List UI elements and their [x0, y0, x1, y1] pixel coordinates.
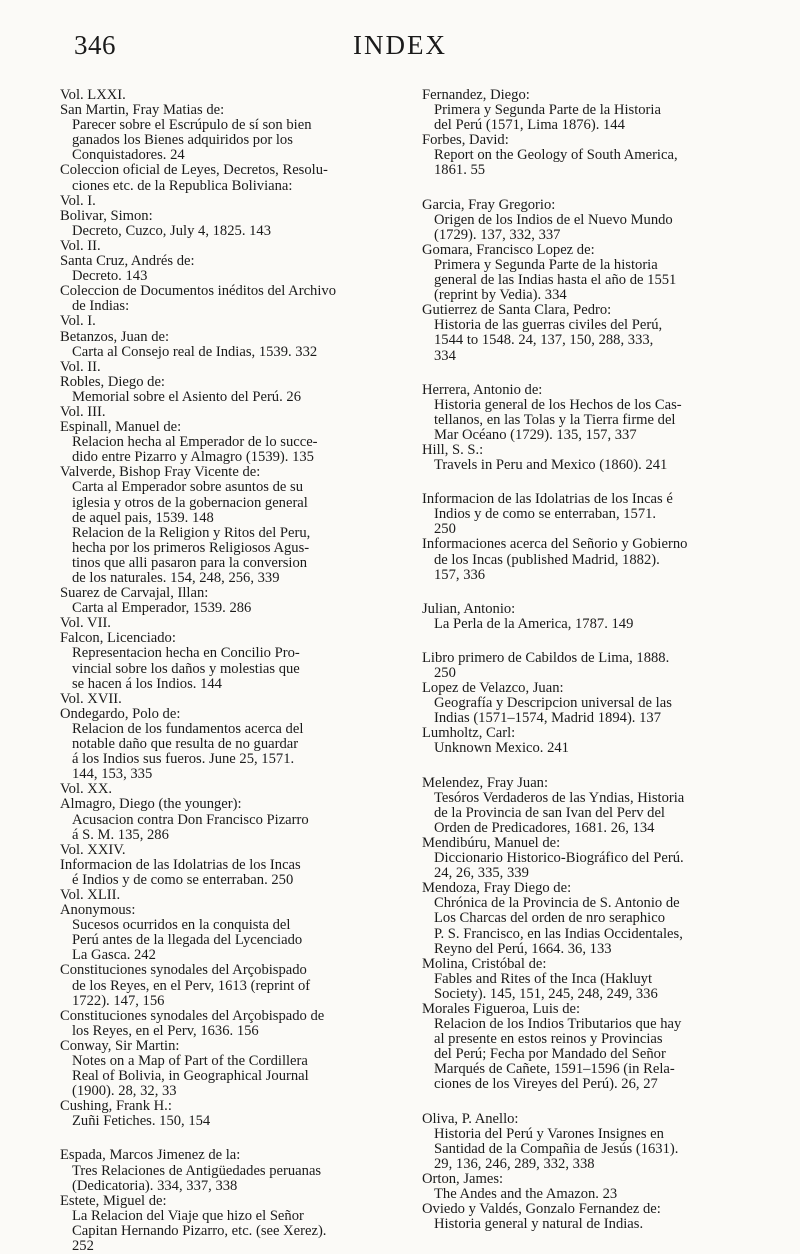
- index-subentry-line: Indias (1571–1574, Madrid 1894). 137: [434, 710, 661, 727]
- index-subentry-line: de los Incas (published Madrid, 1882).: [434, 551, 660, 568]
- index-subentry-line: dido entre Pizarro y Almagro (1539). 135: [72, 449, 314, 466]
- index-entry-line: Santa Cruz, Andrés de:: [60, 253, 195, 270]
- index-subentry-line: Geografía y Descripcion universal de las: [434, 695, 672, 712]
- index-subentry-line: Orden de Predicadores, 1681. 26, 134: [434, 819, 655, 836]
- index-entry-line: Oliva, P. Anello:: [422, 1110, 519, 1127]
- index-subentry-line: 252: [72, 1238, 94, 1254]
- index-subentry-line: del Perú (1571, Lima 1876). 144: [434, 117, 625, 134]
- index-subentry-line: Decreto, Cuzco, July 4, 1825. 143: [72, 222, 272, 239]
- index-gap: [422, 1093, 776, 1112]
- index-entry-line: Vol. II.: [60, 237, 101, 254]
- index-subentry-line: Carta al Emperador, 1539. 286: [72, 600, 252, 617]
- index-entry-line: Vol. III.: [60, 403, 106, 420]
- index-subentry-line: tinos que alli pasaron para la conversion: [72, 554, 308, 571]
- index-entry-line: Informaciones acerca del Señorio y Gobierno: [422, 536, 688, 553]
- index-subentry-line: Tres Relaciones de Antigüedades peruanas: [72, 1162, 322, 1179]
- index-entry-line: Hill, S. S.:: [422, 441, 484, 458]
- index-entry-line: Fernandez, Diego:: [422, 87, 530, 103]
- index-subentry-line: Unknown Mexico. 241: [434, 740, 569, 757]
- index-subentry-line: Relacion de los fundamentos acerca del: [72, 720, 304, 737]
- index-subentry-line: Carta al Consejo real de Indias, 1539. 332: [72, 343, 318, 360]
- index-subentry-line: del Perú; Fecha por Mandado del Señor: [434, 1046, 666, 1063]
- index-subentry-line: hecha por los primeros Religiosos Agus-: [72, 539, 310, 556]
- page-header: [0, 30, 800, 70]
- index-subentry-line: Capitan Hernando Pizarro, etc. (see Xerez).: [72, 1222, 327, 1239]
- index-subentry-line: Relacion de la Religion y Ritos del Peru,: [72, 524, 311, 541]
- index-entry-line: Robles, Diego de:: [60, 373, 165, 390]
- index-subentry-line: Report on the Geology of South America,: [434, 147, 678, 164]
- index-entry-line: Mendibúru, Manuel de:: [422, 834, 561, 851]
- index-entry-line: Suarez de Carvajal, Illan:: [60, 585, 209, 602]
- index-entry-line: Vol. XLII.: [60, 886, 121, 903]
- index-gap: [422, 364, 776, 383]
- index-subentry-line: (1900). 28, 32, 33: [72, 1083, 177, 1100]
- index-subentry-line: La Perla de la America, 1787. 149: [434, 615, 634, 632]
- index-subentry-line: de la Provincia de san Ivan del Perv del: [434, 804, 665, 821]
- index-entry-line: Cushing, Frank H.:: [60, 1098, 172, 1115]
- index-subentry-line: de aquel pais, 1539. 148: [72, 509, 214, 526]
- index-entry-line: Forbes, David:: [422, 132, 509, 149]
- index-entry-line: Betanzos, Juan de:: [60, 328, 170, 345]
- index-subentry-line: La Gasca. 242: [72, 947, 156, 964]
- index-entry-line: Morales Figueroa, Luis de:: [422, 1000, 581, 1017]
- index-subentry-line: Perú antes de la llegada del Lycenciado: [72, 932, 303, 949]
- index-subentry-line: Diccionario Historico-Biográfico del Perú.: [434, 850, 684, 867]
- index-gap: [60, 1129, 400, 1148]
- index-gap: [422, 632, 776, 651]
- index-entry-line: Vol. II.: [60, 358, 101, 375]
- index-entry-line: Constituciones synodales del Arçobispado de: [60, 1007, 325, 1024]
- index-subentry-line: 334: [434, 347, 456, 364]
- index-subentry-line: general de las Indias hasta el año de 1551: [434, 272, 677, 289]
- index-subentry-line: 250: [434, 665, 456, 681]
- index-entry-line: Coleccion oficial de Leyes, Decretos, Resolu-: [60, 162, 328, 179]
- index-subentry-line: Historia general de los Hechos de los Cas-: [434, 396, 682, 413]
- index-subentry-line: Tesóros Verdaderos de las Yndias, Historia: [434, 789, 685, 806]
- index-subentry-line: 24, 26, 335, 339: [434, 865, 529, 882]
- index-entry-line: Lumholtz, Carl:: [422, 725, 516, 742]
- index-subentry-line: á los Indios sus fueros. June 25, 1571.: [72, 751, 295, 768]
- index-subentry-line: Decreto. 143: [72, 268, 148, 285]
- index-subentry-line: (reprint by Vedia). 334: [434, 287, 567, 304]
- index-subentry-line: Historia del Perú y Varones Insignes en: [434, 1125, 664, 1142]
- index-gap: [422, 583, 776, 602]
- index-subentry-line: Sucesos ocurridos en la conquista del: [72, 917, 291, 934]
- index-entry-line: Informacion de las Idolatrias de los Incas: [60, 856, 301, 873]
- index-subentry-line: notable daño que resulta de no guardar: [72, 736, 299, 753]
- index-subentry-line: Fables and Rites of the Inca (Hakluyt: [434, 970, 653, 987]
- index-entry-line: Oviedo y Valdés, Gonzalo Fernandez de:: [422, 1201, 661, 1218]
- index-subentry-line: Parecer sobre el Escrúpulo de sí son bien: [72, 117, 312, 134]
- index-subentry-line: iglesia y otros de la gobernacion general: [72, 494, 308, 511]
- index-subentry-line: al presente en estos reinos y Provincias: [434, 1031, 663, 1048]
- index-entry-line: Vol. LXXI.: [60, 87, 126, 103]
- index-subentry-line: se hacen á los Indios. 144: [72, 675, 222, 692]
- index-entry-line: Libro primero de Cabildos de Lima, 1888.: [422, 649, 670, 666]
- index-subentry-line: tellanos, en las Tolas y la Tierra firme del: [434, 411, 676, 428]
- index-subentry-line: La Relacion del Viaje que hizo el Señor: [72, 1207, 304, 1224]
- index-subentry-line: ganados los Bienes adquiridos por los: [72, 132, 293, 149]
- index-subentry-line: Notes on a Map of Part of the Cordillera: [72, 1053, 308, 1069]
- index-subentry-line: Indios y de como se enterraban, 1571.: [434, 506, 657, 523]
- index-column-left: [60, 88, 400, 1254]
- index-subentry-line: P. S. Francisco, en las Indias Occidentales,: [434, 925, 683, 942]
- index-entry-line: Vol. VII.: [60, 615, 111, 632]
- index-subentry-line: vincial sobre los daños y molestias que: [72, 660, 300, 677]
- index-entry-line: Almagro, Diego (the younger):: [60, 796, 242, 813]
- page-title: INDEX: [353, 30, 447, 60]
- index-subentry-line: de los naturales. 154, 248, 256, 339: [72, 570, 280, 586]
- index-subentry-line: Marqués de Cañete, 1591–1596 (in Rela-: [434, 1061, 675, 1078]
- index-entry-line: Ondegardo, Polo de:: [60, 705, 181, 722]
- index-subentry-line: Acusacion contra Don Francisco Pizarro: [72, 811, 309, 828]
- index-entry-line: Espinall, Manuel de:: [60, 419, 182, 436]
- index-entry-line: Garcia, Fray Gregorio:: [422, 196, 556, 213]
- index-entry-line: Vol. XX.: [60, 781, 113, 798]
- index-entry-line: Bolivar, Simon:: [60, 207, 153, 224]
- index-entry-line: Vol. I.: [60, 192, 96, 209]
- index-gap: [422, 757, 776, 776]
- index-entry-line: Vol. XVII.: [60, 690, 122, 707]
- index-entry-line: Molina, Cristóbal de:: [422, 955, 547, 972]
- index-subentry-line: ciones etc. de la Republica Boliviana:: [72, 177, 293, 194]
- index-entry-line: Gomara, Francisco Lopez de:: [422, 241, 595, 258]
- index-entry-line: Constituciones synodales del Arçobispado: [60, 962, 307, 979]
- index-entry-line: Estete, Miguel de:: [60, 1192, 167, 1209]
- index-subentry-line: Primera y Segunda Parte de la Historia: [434, 102, 661, 119]
- index-entry-line: Falcon, Licenciado:: [60, 630, 176, 647]
- index-entry-line: Espada, Marcos Jimenez de la:: [60, 1147, 241, 1164]
- index-subentry-line: Zuñi Fetiches. 150, 154: [72, 1113, 211, 1130]
- index-entry-line: Lopez de Velazco, Juan:: [422, 680, 564, 697]
- index-subentry-line: Historia general y natural de Indias.: [434, 1216, 644, 1233]
- index-entry-line: Mendoza, Fray Diego de:: [422, 880, 572, 897]
- index-entry-line: Vol. I.: [60, 313, 96, 330]
- index-entry-line: San Martin, Fray Matias de:: [60, 102, 225, 119]
- index-subentry-line: 1722). 147, 156: [72, 992, 165, 1009]
- index-subentry-line: á S. M. 135, 286: [72, 826, 169, 843]
- index-subentry-line: Relacion hecha al Emperador de lo succe-: [72, 434, 318, 451]
- index-subentry-line: (1729). 137, 332, 337: [434, 226, 561, 243]
- index-subentry-line: Reyno del Perú, 1664. 36, 133: [434, 940, 612, 957]
- index-gap: [422, 473, 776, 492]
- index-entry-line: Informacion de las Idolatrias de los Incas é: [422, 491, 673, 508]
- index-subentry-line: 1544 to 1548. 24, 137, 150, 288, 333,: [434, 332, 654, 349]
- index-entry-line: Melendez, Fray Juan:: [422, 774, 549, 791]
- index-subentry-line: é Indios y de como se enterraban. 250: [72, 871, 294, 888]
- index-subentry-line: Origen de los Indios de el Nuevo Mundo: [434, 211, 673, 228]
- index-subentry-line: Relacion de los Indios Tributarios que hay: [434, 1016, 682, 1033]
- index-subentry-line: Conquistadores. 24: [72, 147, 185, 164]
- index-subentry-line: los Reyes, en el Perv, 1636. 156: [72, 1022, 259, 1039]
- index-subentry-line: 29, 136, 246, 289, 332, 338: [434, 1155, 595, 1172]
- index-entry-line: Anonymous:: [60, 902, 136, 919]
- index-subentry-line: Mar Océano (1729). 135, 157, 337: [434, 426, 637, 443]
- index-subentry-line: Primera y Segunda Parte de la historia: [434, 256, 658, 273]
- index-entry-line: Gutierrez de Santa Clara, Pedro:: [422, 302, 612, 319]
- index-subentry-line: (Dedicatoria). 334, 337, 338: [72, 1177, 238, 1194]
- index-entry-line: Conway, Sir Martin:: [60, 1037, 180, 1054]
- index-subentry-line: ciones de los Vireyes del Perú). 26, 27: [434, 1076, 658, 1093]
- index-entry-line: Coleccion de Documentos inéditos del Archivo: [60, 283, 337, 300]
- index-subentry-line: Real of Bolivia, in Geographical Journal: [72, 1068, 309, 1085]
- index-subentry-line: Carta al Emperador sobre asuntos de su: [72, 479, 303, 496]
- index-subentry-line: 157, 336: [434, 566, 486, 583]
- index-subentry-line: Representacion hecha en Concilio Pro-: [72, 645, 300, 662]
- index-subentry-line: de los Reyes, en el Perv, 1613 (reprint of: [72, 977, 311, 994]
- index-subentry-line: Chrónica de la Provincia de S. Antonio de: [434, 895, 680, 912]
- index-subentry-line: Society). 145, 151, 245, 248, 249, 336: [434, 985, 658, 1002]
- index-gap: [422, 179, 776, 198]
- index-entry-line: Orton, James:: [422, 1170, 504, 1187]
- index-subentry-line: Santidad de la Compañia de Jesús (1631).: [434, 1140, 679, 1157]
- index-subentry-line: Travels in Peru and Mexico (1860). 241: [434, 457, 668, 474]
- index-subentry-line: de Indias:: [72, 298, 130, 315]
- index-subentry-line: 1861. 55: [434, 162, 486, 179]
- index-subentry-line: 250: [434, 521, 456, 538]
- index-subentry-line: The Andes and the Amazon. 23: [434, 1186, 618, 1202]
- index-entry-line: Herrera, Antonio de:: [422, 381, 543, 398]
- index-subentry-line: Los Charcas del orden de nro seraphico: [434, 910, 665, 927]
- page-number: 346: [74, 30, 116, 60]
- index-entry-line: Valverde, Bishop Fray Vicente de:: [60, 464, 261, 481]
- index-subentry-line: Memorial sobre el Asiento del Perú. 26: [72, 388, 301, 405]
- index-column-right: [422, 88, 776, 1232]
- index-entry-line: Vol. XXIV.: [60, 841, 126, 858]
- index-subentry-line: Historia de las guerras civiles del Perú,: [434, 317, 663, 334]
- index-entry-line: Julian, Antonio:: [422, 600, 516, 617]
- index-subentry-line: 144, 153, 335: [72, 766, 153, 783]
